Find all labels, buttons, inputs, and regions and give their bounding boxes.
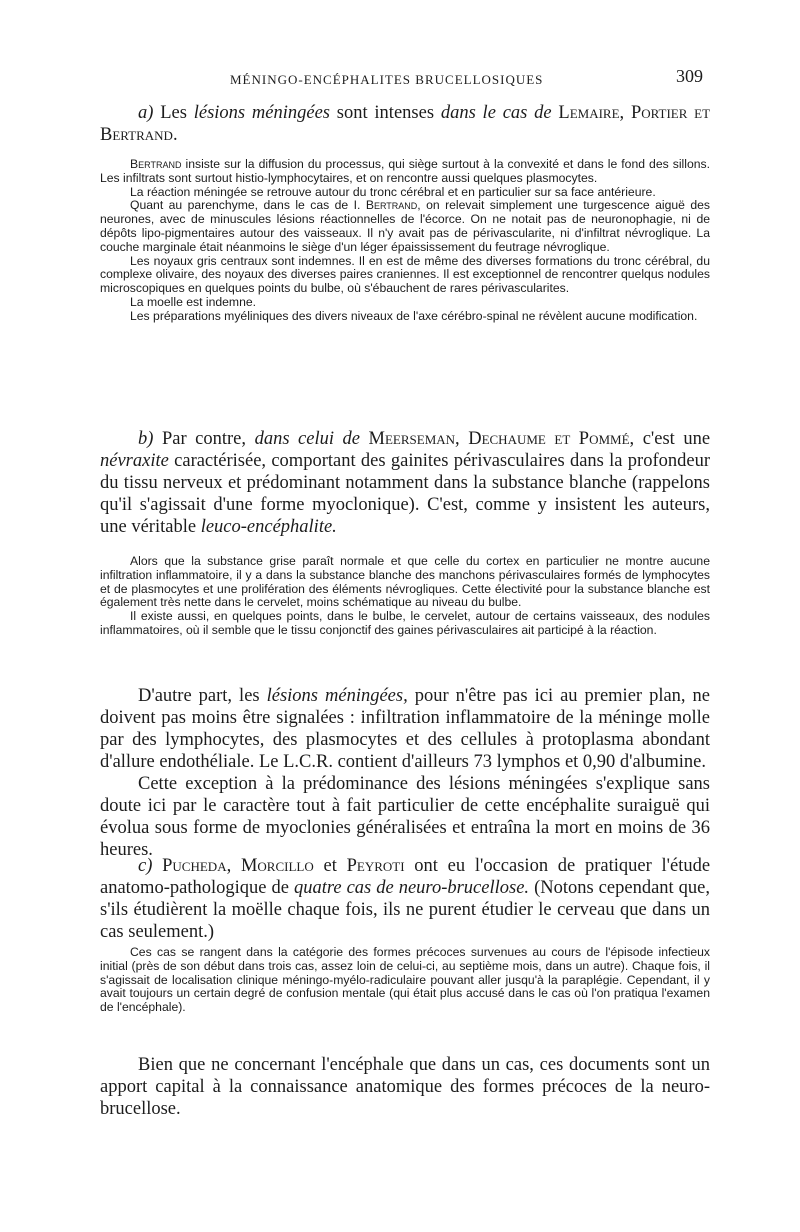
small-block-3-p1: Ces cas se rangent dans la catégorie des formes précoces survenues au cours de l'épisode infectieux initial (près de son début dans trois cas, assez loin de celui-ci, au septième mois, dans un autre). Chaque fois, il s'agissait de localisation clinique méningo-myélo-radiculaire pouvant aller jusqu'à la paraplégie. Cependant, il y avait toujours un certain degré de confusion mentale (qui était plus accusé dans le cas où l'on pratiqua l'examen de l'encéphale).	[100, 945, 710, 1015]
small-block-1-p2: La réaction méningée se retrouve autour du tronc cérébral et en particulier sur sa face antérieure.	[130, 184, 656, 199]
section-c-authors-1: Pucheda, Morcillo	[162, 856, 314, 876]
section-a-text-1: Les	[160, 103, 187, 123]
section-c-authors-2: Peyroti	[346, 856, 405, 876]
section-a-italic-2: dans le cas de	[440, 103, 552, 123]
section-b-italic-2: névraxite	[100, 451, 169, 471]
section-b-paragraph	[100, 428, 710, 538]
small-block-1-p5: La moelle est indemne.	[130, 294, 257, 309]
small-block-1	[100, 158, 710, 324]
section-b-text-3: caractérisée, comportant des gainites périvasculaires dans la profondeur du tissu nerveux et prédominant notamment dans la substance blanche (rappelons qu'il s'agissait d'une forme myoclonique). C'est, comme y insistent les auteurs, une véritable	[100, 451, 711, 537]
small-block-2	[100, 555, 710, 638]
section-a-heading	[100, 102, 710, 146]
closing-paragraph: Bien que ne concernant l'encéphale que dans un cas, ces documents sont un apport capital à la connaissance anatomique des formes précoces de la neuro-brucellose.	[100, 1055, 710, 1119]
section-b-italic-3: leuco-encéphalite.	[200, 517, 337, 537]
author-name: Bertrand	[365, 198, 418, 213]
section-c-intro	[100, 685, 710, 861]
section-c-text-2: (Notons cependant que, s'ils étudièrent la moëlle chaque fois, ils ne purent étudier le cerveau que dans un cas seulement.)	[100, 878, 711, 942]
paragraph-italic: lésions méningées,	[266, 686, 408, 706]
section-a-text-2: sont intenses	[336, 103, 435, 123]
section-b-marker: b)	[138, 429, 154, 449]
author-name: Bertrand	[130, 157, 182, 171]
small-block-1-p6: Les préparations myéliniques des divers niveaux de l'axe cérébro-spinal ne révèlent aucune modification.	[130, 308, 698, 323]
page-number: 309	[676, 66, 703, 86]
section-a-italic-1: lésions méningées	[193, 103, 330, 123]
small-block-1-p3	[100, 199, 710, 254]
small-block-3	[100, 946, 710, 1015]
section-b-authors: Meerseman, Dechaume et Pommé,	[368, 429, 635, 449]
small-block-2-p2: Il existe aussi, en quelques points, dans le bulbe, le cervelet, autour de certains vaisseaux, des nodules inflammatoires, où il semble que le tissu conjonctif des gaines périvasculaires ait participé à la réaction.	[100, 609, 710, 637]
small-block-2-p1: Alors que la substance grise paraît normale et que celle du cortex en particulier ne montre aucune infiltration inflammatoire, il y a dans la substance blanche des manchons périvasculaires formés de lymphocytes et de plasmocytes et une prolifération des éléments névrogliques. Cette électivité pour la substance blanche est également très nette dans le cervelet, moins schématique au niveau du bulbe.	[100, 554, 710, 610]
small-block-1-p1	[100, 158, 710, 186]
section-c-intro-p2: Cette exception à la prédominance des lésions méningées s'explique sans doute ici par le caractère tout à fait particulier de cette encéphalite suraiguë qui évolua sous forme de myoclonies généralisées et entraîna la mort en moins de 36 heures.	[100, 774, 710, 860]
section-a-marker: a)	[138, 103, 154, 123]
section-c-and: et	[323, 856, 337, 876]
paragraph-text: insiste sur la diffusion du processus, qui siège surtout à la convexité et dans le fond des sillons. Les infiltrats sont surtout histio-lymphocytaires, et on rencontre aussi quelques plasmocytes.	[100, 157, 710, 185]
section-c-marker: c)	[138, 856, 153, 876]
section-b-text-2: c'est une	[642, 429, 711, 449]
small-block-1-p4: Les noyaux gris centraux sont indemnes. Il en est de même des diverses formations du tronc cérébral, du complexe olivaire, des noyaux des diverses paires craniennes. Il est exceptionnel de rencontrer quelqus nodules microscopiques en quelques points du bulbe, où s'ébauchent de rares périvascularites.	[100, 253, 710, 296]
section-c-text-1: ont eu l'occasion de pratiquer l'étude anatomo-pathologique de	[100, 856, 711, 898]
running-title: MÉNINGO-ENCÉPHALITES BRUCELLOSIQUES	[230, 72, 544, 87]
section-a-authors: Lemaire, Portier et Bertrand.	[100, 103, 711, 145]
paragraph-text: Quant au parenchyme, dans le cas de I.	[130, 198, 361, 213]
section-b-text-1: Par contre,	[161, 429, 247, 449]
paragraph-text: , on relevait simplement une turgescence aiguë des neurones, avec de minuscules lésions réactionnelles de l'écorce. On ne notait pas de neuronophagie, ni de dépôts lipo-pigmentaires autour des vaisseaux. Il n'y avait pas de périvascularite, ni d'infiltrat névroglique. La couche marginale était néanmoins le siège d'un léger épaississement du feutrage névroglique.	[100, 198, 711, 254]
section-b-italic-1: dans celui de	[254, 429, 360, 449]
section-c-paragraph	[100, 855, 710, 943]
section-c-italic: quatre cas de neuro-brucellose.	[293, 878, 530, 898]
paragraph-text: D'autre part, les	[138, 686, 260, 706]
section-c-intro-p1	[100, 685, 710, 773]
paragraph-text: pour n'être pas ici au premier plan, ne doivent pas moins être signalées : infiltration inflammatoire de la méninge molle par des lymphocytes, des plasmocytes et des cellules à protoplasma abondant d'allure endothéliale. Le L.C.R. contient d'ailleurs 73 lymphos et 0,90 d'albumine.	[100, 686, 710, 772]
